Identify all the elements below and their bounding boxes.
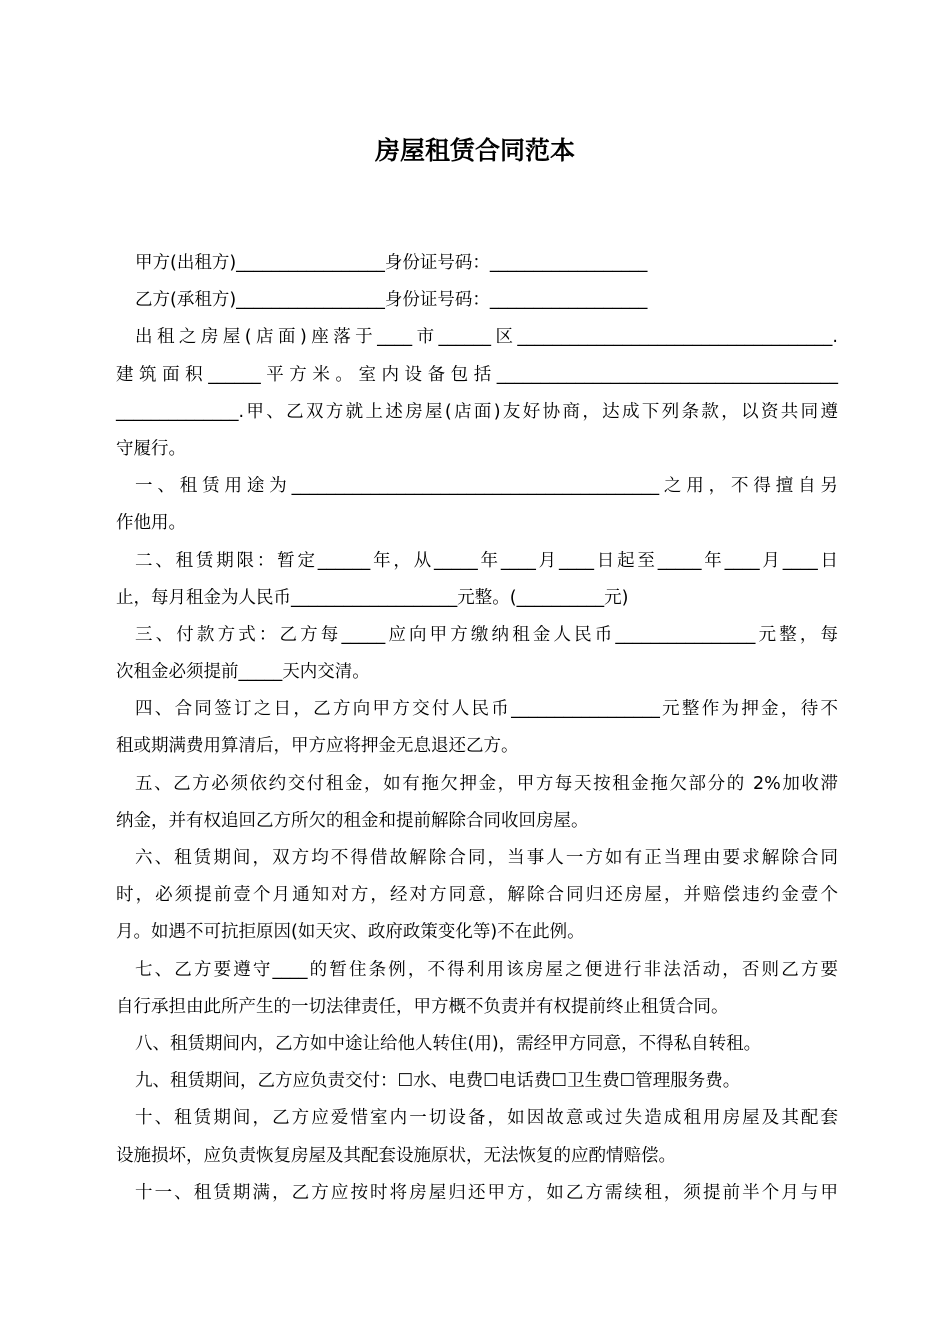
text-line: ______________.甲、乙双方就上述房屋(店面)友好协商，达成下列条款，以资共同遵 xyxy=(116,401,838,422)
clause-6-line: 时，必须提前壹个月通知对方，经对方同意，解除合同归还房屋，并赔偿违约金壹个 xyxy=(116,885,838,906)
document-body xyxy=(116,245,838,1212)
clause-2-line: 止，每月租金为人民币___________________元整。(__________元) xyxy=(116,587,629,608)
clause-11-line: 十一、租赁期满，乙方应按时将房屋归还甲方，如乙方需续租，须提前半个月与甲 xyxy=(135,1182,838,1203)
clause-6-line: 月。如遇不可抗拒原因(如天灾、政府政策变化等)不在此例。 xyxy=(116,922,585,943)
party-a-line: 甲方(出租方)_________________身份证号码：__________________ xyxy=(135,253,648,273)
document-title: 房屋租赁合同范本 xyxy=(374,136,575,165)
clause-10-line: 十、租赁期间，乙方应爱惜室内一切设备，如因故意或过失造成租用房屋及其配套 xyxy=(135,1108,838,1129)
clause-5-line: 五、乙方必须依约交付租金，如有拖欠押金，甲方每天按租金拖欠部分的 2%加收滞 xyxy=(135,773,838,794)
clause-7-line: 七、乙方要遵守____的暂住条例，不得利用该房屋之便进行非法活动，否则乙方要 xyxy=(135,959,838,980)
party-b-line: 乙方(承租方)_________________身份证号码：__________________ xyxy=(135,290,648,311)
clause-4-line: 四、合同签订之日，乙方向甲方交付人民币_________________元整作为押金，待不 xyxy=(135,699,838,720)
clause-1-line: 一、租赁用途为__________________________________________之用，不得擅自另 xyxy=(135,476,838,497)
clause-8-line: 八、租赁期间内，乙方如中途让给他人转住(用)，需经甲方同意，不得私自转租。 xyxy=(135,1033,762,1054)
clause-5-line: 纳金，并有权追回乙方所欠的租金和提前解除合同收回房屋。 xyxy=(116,810,589,831)
clause-7-line: 自行承担由此所产生的一切法律责任，甲方概不负责并有权提前终止租赁合同。 xyxy=(116,996,729,1017)
clause-10-line: 设施损坏，应负责恢复房屋及其配套设施原状，无法恢复的应酌情赔偿。 xyxy=(116,1145,676,1166)
clause-9-line: 九、租赁期间，乙方应负责交付：☐水、电费☐电话费☐卫生费☐管理服务费。 xyxy=(135,1071,741,1092)
text-line: 守履行。 xyxy=(116,438,186,459)
text-line: 出租之房屋(店面)座落于____市______区____________________________________. xyxy=(135,327,838,348)
text-line: 建筑面积______平方米。室内设备包括_______________________________________ xyxy=(116,364,838,385)
clause-3-line: 三、付款方式：乙方每_____应向甲方缴纳租金人民币________________元整，每 xyxy=(135,624,838,645)
clause-1-line: 作他用。 xyxy=(116,513,186,534)
clause-3-line: 次租金必须提前_____天内交清。 xyxy=(116,662,370,683)
clause-4-line: 租或期满费用算清后，甲方应将押金无息退还乙方。 xyxy=(116,736,519,757)
clause-6-line: 六、租赁期间，双方均不得借故解除合同，当事人一方如有正当理由要求解除合同 xyxy=(135,848,838,868)
clause-2-line: 二、租赁期限：暂定______年，从_____年____月____日起至_____年____月____日 xyxy=(135,550,838,571)
